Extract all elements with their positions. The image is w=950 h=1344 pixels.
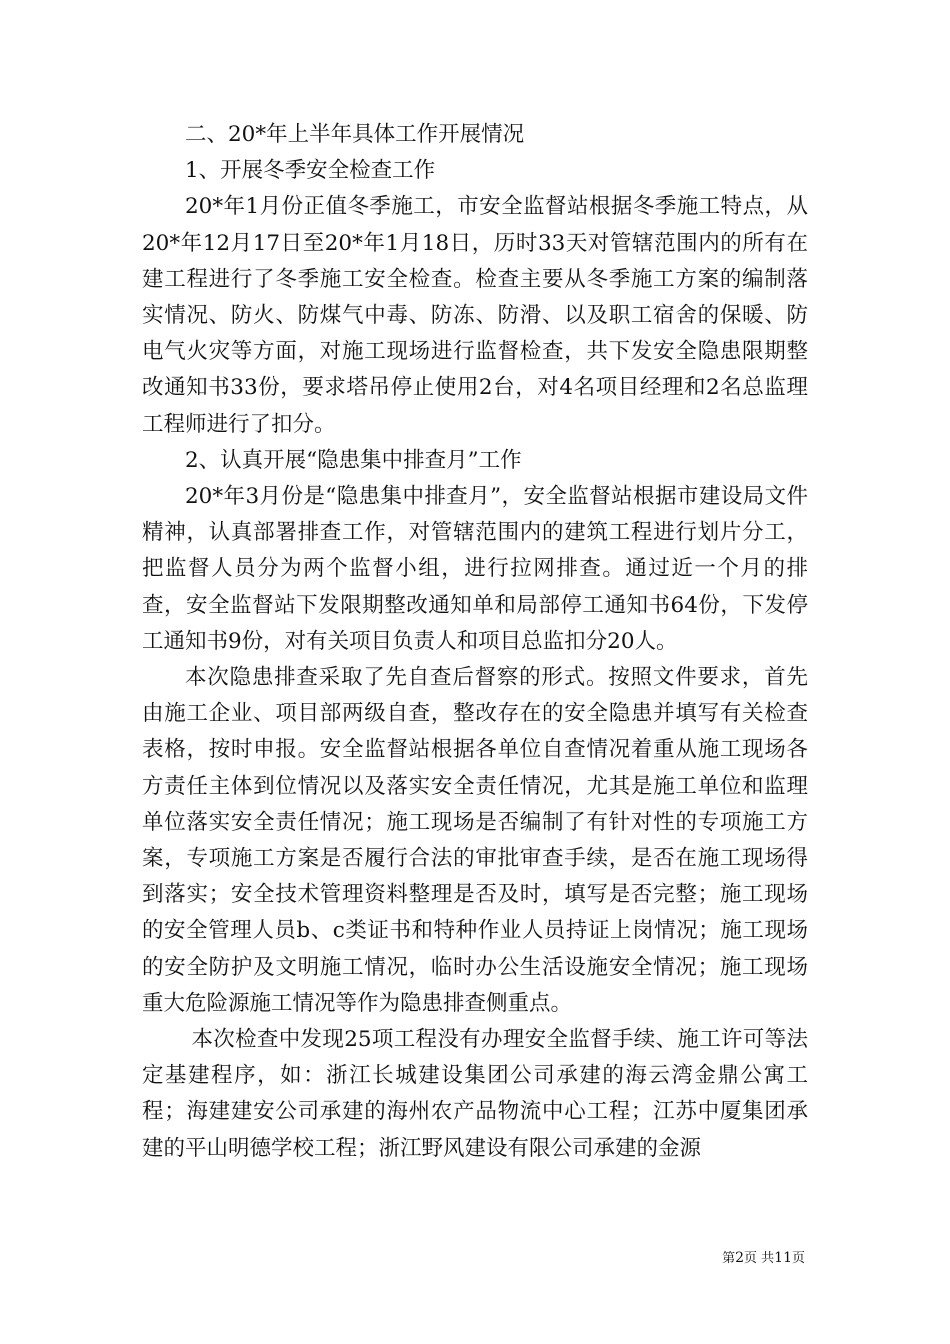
footer-suffix: 页 xyxy=(791,1251,805,1266)
footer-page-number: 2 xyxy=(735,1250,745,1266)
document-body xyxy=(142,117,808,1167)
page-footer xyxy=(722,1250,805,1267)
item-1-paragraph-1: 20*年1月份正值冬季施工，市安全监督站根据冬季施工特点，从20*年12月17日至20*年1月18日，历时33天对管辖范围内的所有在建工程进行了冬季施工安全检查。检查主要从冬季施工方案的编制落实情况、防火、防煤气中毒、防冻、防滑、以及职工宿舍的保暖、防电气火灾等方面，对施工现场进行监督检查，共下发安全隐患限期整改通知书33份，要求塔吊停止使用2台，对4名项目经理和2名总监理工程师进行了扣分。 xyxy=(142,194,808,437)
item-1-title: 1、开展冬季安全检查工作 xyxy=(185,158,436,184)
footer-middle: 页 共 xyxy=(744,1251,775,1266)
item-2-paragraph-3: 本次检查中发现25项工程没有办理安全监督手续、施工许可等法定基建程序，如：浙江长城建设集团公司承建的海云湾金鼎公寓工程；海建建安公司承建的海州农产品物流中心工程；江苏中厦集团承建的平山明德学校工程；浙江野风建设有限公司承建的金源 xyxy=(142,1027,808,1161)
footer-total-pages: 11 xyxy=(774,1250,792,1266)
item-2-paragraph-2: 本次隐患排查采取了先自查后督察的形式。按照文件要求，首先由施工企业、项目部两级自查，整改存在的安全隐患并填写有关检查表格，按时申报。安全监督站根据各单位自查情况着重从施工现场各方责任主体到位情况以及落实安全责任情况，尤其是施工单位和监理单位落实安全责任情况；施工现场是否编制了有针对性的专项施工方案，专项施工方案是否履行合法的审批审查手续，是否在施工现场得到落实；安全技术管理资料整理是否及时，填写是否完整；施工现场的安全管理人员b、c类证书和特种作业人员持证上岗情况；施工现场的安全防护及文明施工情况，临时办公生活设施安全情况；施工现场重大危险源施工情况等作为隐患排查侧重点。 xyxy=(142,665,808,1016)
item-2-title: 2、认真开展“隐患集中排查月”工作 xyxy=(185,447,522,473)
section-title: 二、20*年上半年具体工作开展情况 xyxy=(185,122,525,147)
item-2-paragraph-1: 20*年3月份是“隐患集中排查月”，安全监督站根据市建设局文件精神，认真部署排查工作，对管辖范围内的建筑工程进行划片分工，把监督人员分为两个监督小组，进行拉网排查。通过近一个月的排查，安全监督站下发限期整改通知单和局部停工通知书64份，下发停工通知书9份，对有关项目负责人和项目总监扣分20人。 xyxy=(142,484,808,654)
footer-prefix: 第 xyxy=(722,1251,736,1266)
